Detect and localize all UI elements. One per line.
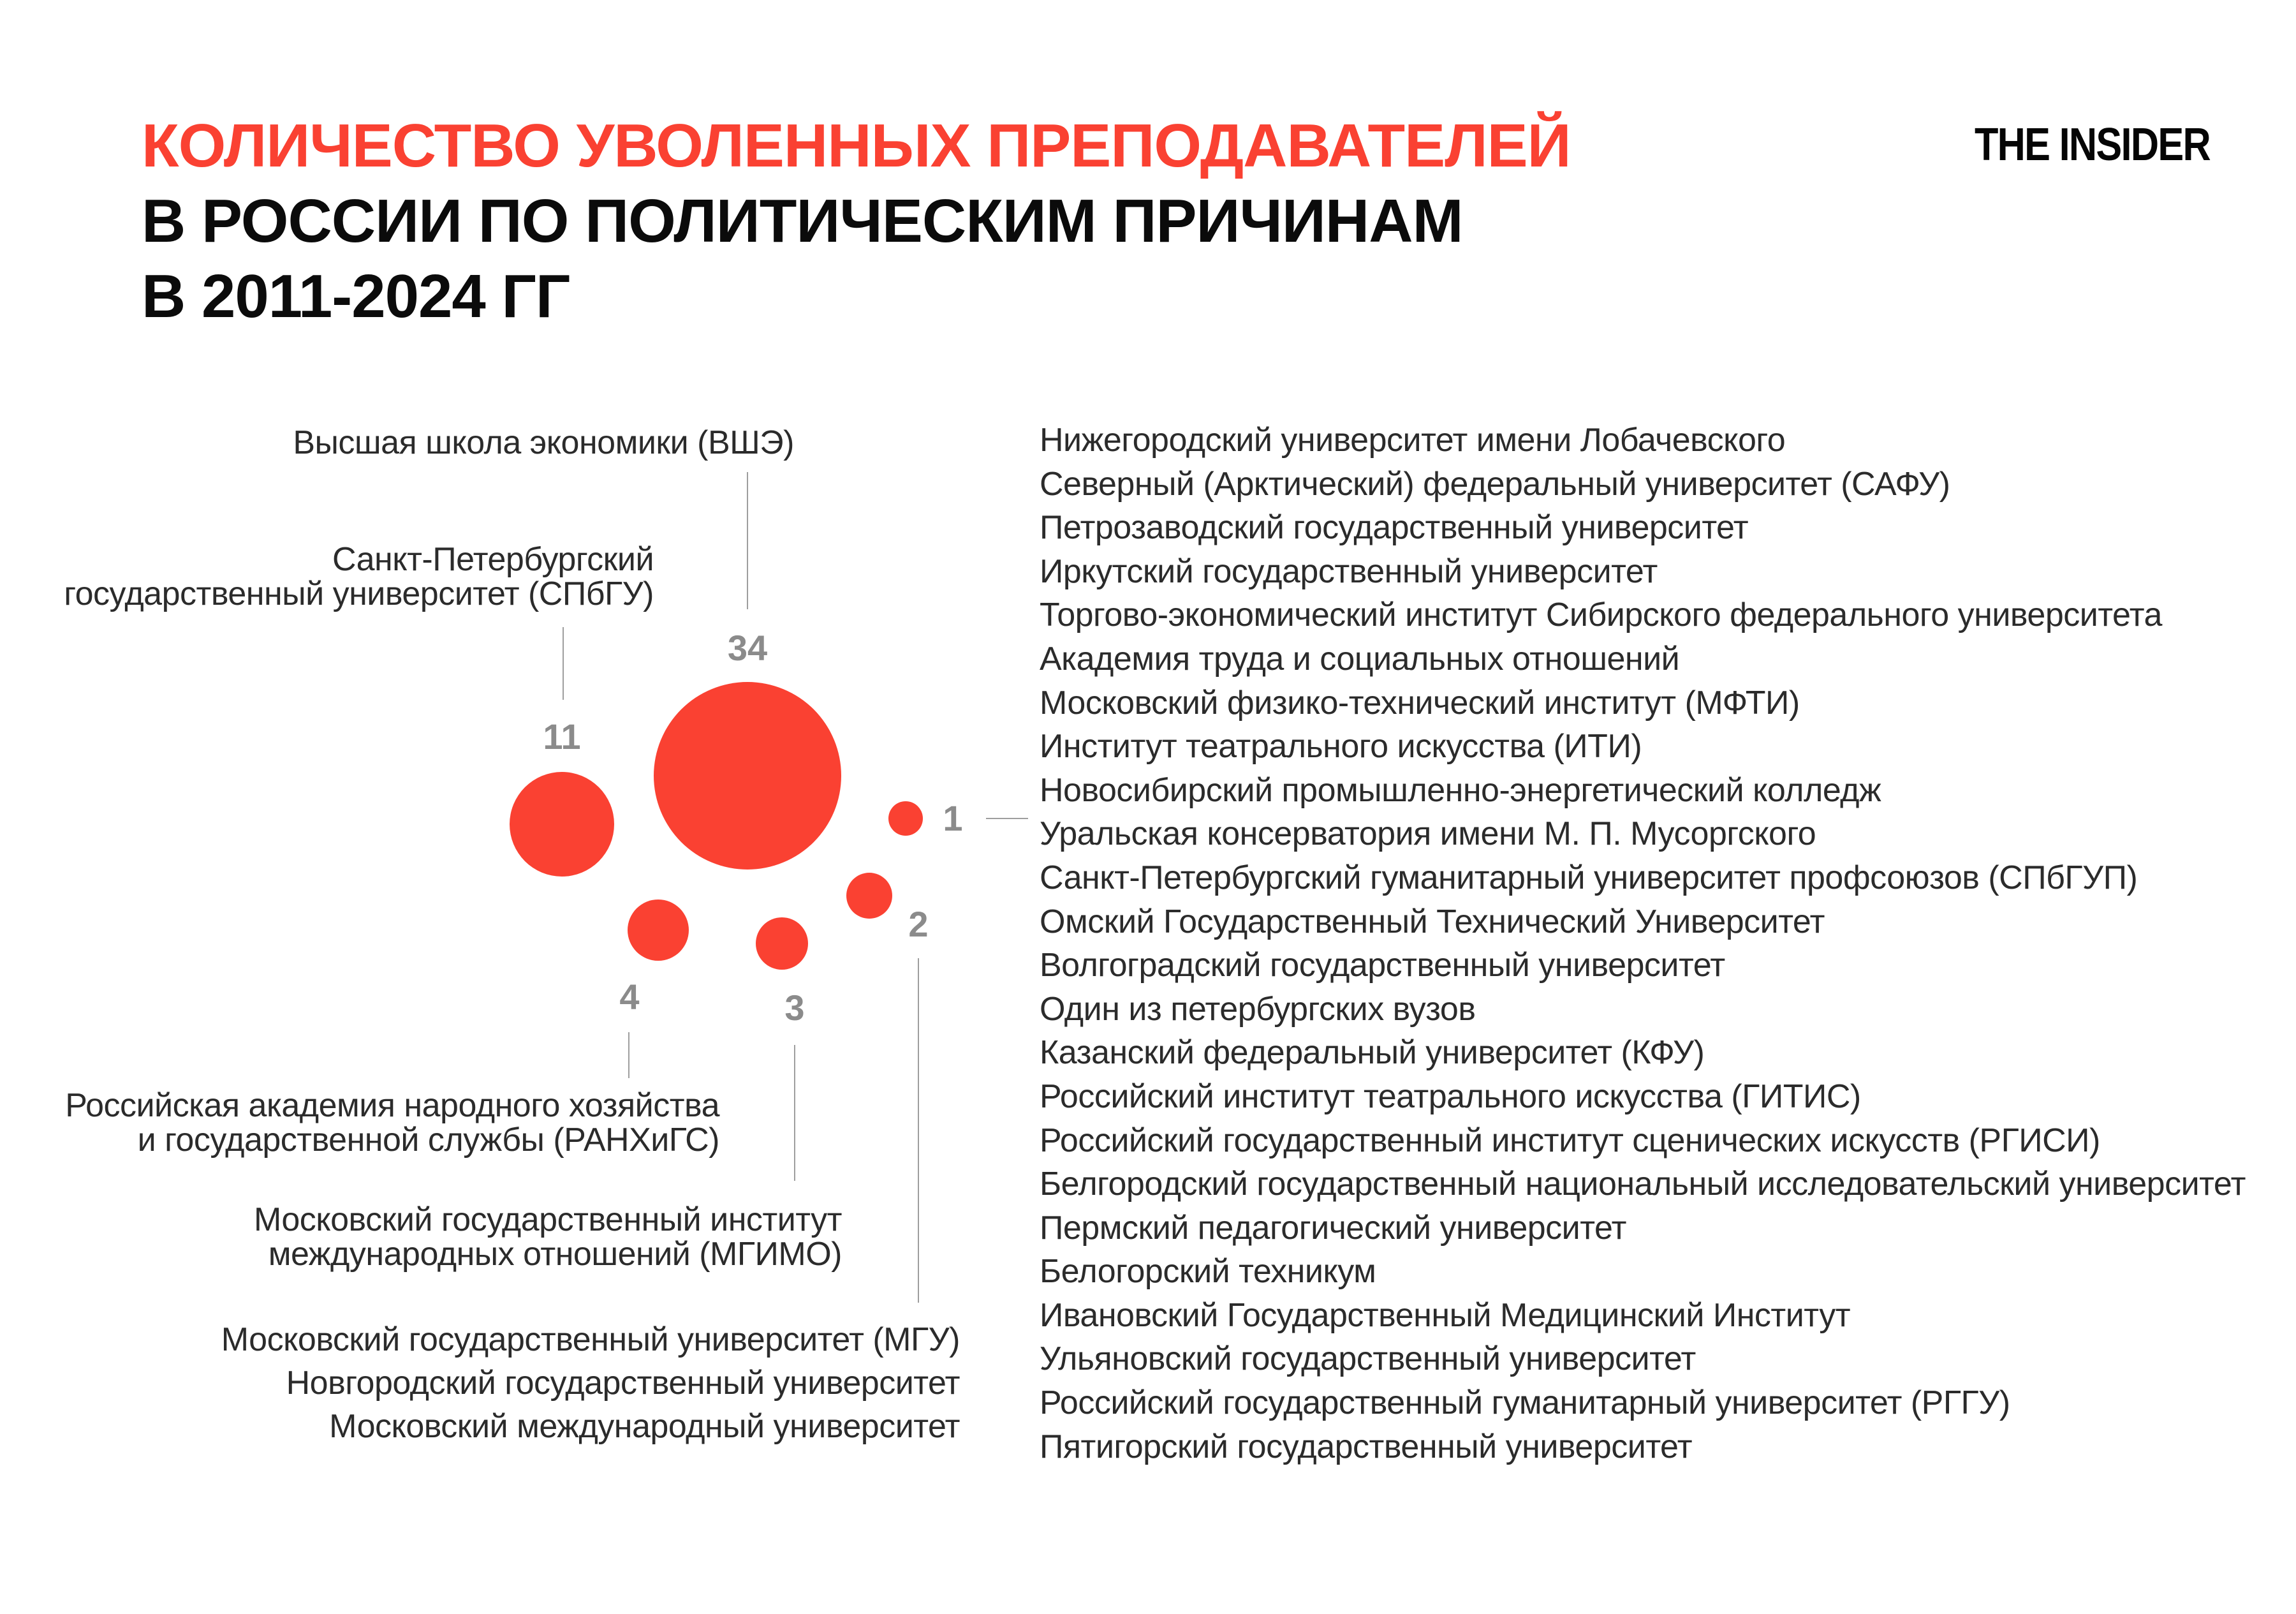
connector-ranepa-line	[628, 1032, 629, 1078]
list-item: Ульяновский государственный университет	[1040, 1340, 1696, 1378]
bubble-single-1	[888, 801, 923, 836]
label-spbgu-line2: государственный университет (СПбГУ)	[64, 575, 654, 612]
list-item: Академия труда и социальных отношений	[1040, 640, 1680, 677]
list-item: Белогорский техникум	[1040, 1253, 1376, 1291]
list-item: Волгоградский государственный университет	[1040, 947, 1725, 984]
list-item: Пятигорский государственный университет	[1040, 1428, 1693, 1465]
list-item: Российский институт театрального искусства (ГИТИС)	[1040, 1077, 1861, 1115]
list-item: Санкт-Петербургский гуманитарный университет профсоюзов (СПбГУП)	[1040, 859, 2138, 896]
list-item: Российский государственный гуманитарный университет (РГГУ)	[1040, 1384, 2010, 1422]
list-item: Северный (Арктический) федеральный университет (САФУ)	[1040, 465, 1950, 503]
list-item: Нижегородский университет имени Лобачевского	[1040, 422, 1786, 459]
label-novgorod: Новгородский государственный университет	[286, 1365, 960, 1402]
the-insider-logo: THE INSIDER	[1975, 119, 2210, 170]
label-hse: Высшая школа экономики (ВШЭ)	[293, 424, 794, 461]
label-ranepa-line1: Российская академия народного хозяйства	[65, 1087, 719, 1124]
list-item: Институт театрального искусства (ИТИ)	[1040, 728, 1642, 766]
connector-hse-line	[747, 472, 748, 609]
label-ranepa	[65, 1088, 719, 1157]
connector-group-two-line	[918, 958, 919, 1303]
label-ranepa-line2: и государственной службы (РАНХиГС)	[137, 1122, 719, 1159]
list-item: Петрозаводский государственный университет	[1040, 509, 1749, 547]
page-title-line3: В 2011-2024 ГГ	[142, 262, 570, 330]
bubble-group-2	[846, 873, 892, 919]
label-mgimo-line2: международных отношений (МГИМО)	[268, 1236, 842, 1273]
label-spbgu-line1: Санкт-Петербургский	[332, 541, 654, 578]
label-group-two	[221, 1318, 960, 1448]
connector-spbgu-line	[563, 627, 564, 700]
list-item: Ивановский Государственный Медицинский Институт	[1040, 1296, 1851, 1334]
list-item: Уральская консерватория имени М. П. Мусоргского	[1040, 815, 1816, 853]
list-item: Московский физико-технический институт (МФТИ)	[1040, 684, 1800, 722]
connector-single-line	[986, 818, 1028, 819]
list-item: Новосибирский промышленно-энергетический колледж	[1040, 771, 1881, 809]
connector-mgimo-line	[794, 1045, 795, 1181]
label-mgimo-line1: Московский государственный институт	[253, 1201, 842, 1238]
value-label-1: 1	[943, 798, 963, 838]
label-mgu: Московский государственный университет (МГУ)	[221, 1321, 960, 1358]
value-label-2: 2	[908, 904, 929, 944]
bubble-ranepa-4	[628, 900, 689, 961]
list-item: Один из петербургских вузов	[1040, 990, 1476, 1028]
list-item: Пермский педагогический университет	[1040, 1209, 1626, 1247]
page-title-line1: КОЛИЧЕСТВО УВОЛЕННЫХ ПРЕПОДАВАТЕЛЕЙ	[142, 112, 1571, 180]
list-item: Торгово-экономический институт Сибирского федерального университета	[1040, 596, 2162, 634]
value-label-34: 34	[727, 628, 768, 668]
label-spbgu	[64, 542, 654, 611]
bubble-spbgu-11	[510, 772, 614, 877]
value-label-11: 11	[543, 716, 581, 757]
label-mmu: Московский международный университет	[329, 1408, 960, 1445]
page-title-line2: В РОССИИ ПО ПОЛИТИЧЕСКИМ ПРИЧИНАМ	[142, 187, 1463, 255]
value-label-3: 3	[784, 988, 805, 1028]
bubble-mgimo-3	[756, 917, 808, 970]
list-item: Иркутский государственный университет	[1040, 552, 1658, 590]
list-item: Белгородский государственный национальный исследовательский университет	[1040, 1166, 2246, 1203]
list-item: Российский государственный институт сценических искусств (РГИСИ)	[1040, 1122, 2100, 1159]
label-mgimo	[254, 1203, 842, 1271]
right-university-list	[1040, 418, 2246, 1469]
list-item: Омский Государственный Технический Университет	[1040, 903, 1825, 940]
value-label-4: 4	[619, 977, 640, 1017]
list-item: Казанский федеральный университет (КФУ)	[1040, 1034, 1705, 1072]
bubble-hse-34	[654, 682, 841, 870]
